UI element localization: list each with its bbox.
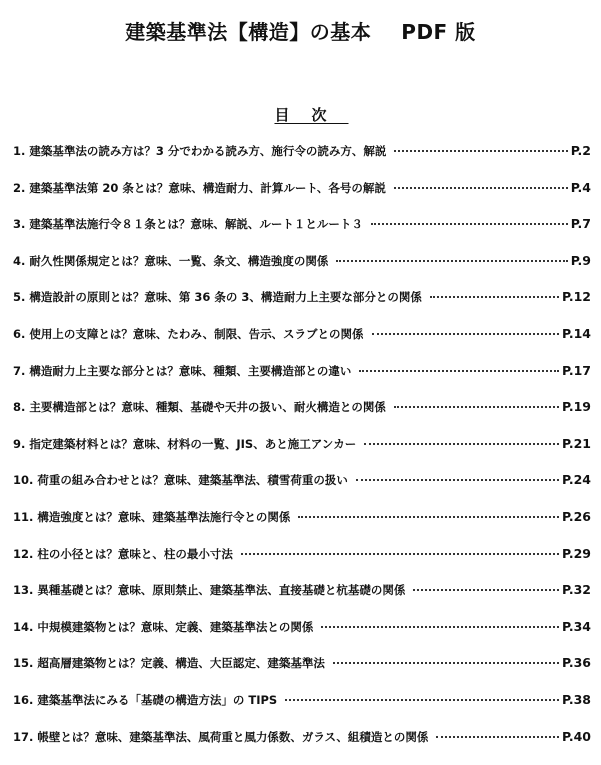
toc-entry[interactable] — [13, 180, 591, 202]
toc-entry-title: 柱の小径とは？意味と、柱の最小寸法 — [37, 546, 233, 561]
toc-entry[interactable] — [13, 216, 591, 238]
toc-entry-page: P.21 — [561, 435, 591, 451]
toc-entry-page: P.14 — [561, 325, 591, 341]
toc-entry-title: 建築基準法施行令８１条とは？意味、解説、ルート１とルート３ — [29, 217, 363, 232]
toc-entry-number: 5. — [13, 290, 26, 305]
toc-entry-number: 9. — [13, 436, 26, 451]
toc-entry[interactable] — [13, 619, 591, 641]
toc-entry-page: P.40 — [561, 728, 591, 744]
toc-entry[interactable] — [13, 289, 591, 311]
toc-entry[interactable] — [13, 143, 591, 165]
toc-entry-title: 荷重の組み合わせとは？意味、建築基準法、積雪荷重の扱い — [37, 473, 348, 488]
toc-dot-leader — [321, 626, 559, 628]
toc-entry[interactable] — [13, 509, 591, 531]
document-title-text: 建築基準法【構造】の基本 — [125, 20, 372, 44]
toc-entry-page: P.36 — [561, 655, 591, 671]
toc-dot-leader — [436, 736, 559, 738]
toc-entry-title: 建築基準法にみる「基礎の構造方法」の TIPS — [37, 692, 278, 707]
toc-entry-title: 使用上の支障とは？意味、たわみ、制限、告示、スラブとの関係 — [29, 326, 364, 341]
toc-dot-leader — [336, 260, 567, 262]
toc-entry[interactable] — [13, 363, 591, 385]
toc-entry-number: 4. — [13, 253, 26, 268]
toc-entry-number: 16. — [13, 692, 34, 707]
toc-dot-leader — [285, 699, 559, 701]
toc-dot-leader — [371, 223, 568, 225]
toc-entry-page: P.29 — [561, 545, 591, 561]
toc-entry-page: P.4 — [570, 179, 591, 195]
toc-dot-leader — [394, 150, 567, 152]
toc-entry-page: P.19 — [561, 399, 591, 415]
toc-entry-number: 13. — [13, 583, 34, 598]
toc-dot-leader — [356, 479, 559, 481]
toc-dot-leader — [241, 553, 559, 555]
toc-entry-title: 異種基礎とは？意味、原則禁止、建築基準法、直接基礎と杭基礎の関係 — [37, 583, 406, 598]
toc-entry-number: 2. — [13, 180, 26, 195]
toc-entry-number: 10. — [13, 473, 34, 488]
toc-entry-title: 指定建築材料とは？意味、材料の一覧、JIS、あと施工アンカー — [29, 436, 357, 451]
toc-entry-number: 8. — [13, 400, 26, 415]
toc-entry-number: 3. — [13, 217, 26, 232]
toc-entry-number: 15. — [13, 656, 34, 671]
toc-entry-number: 17. — [13, 729, 34, 744]
toc-entry[interactable] — [13, 582, 591, 604]
toc-entry-title: 耐久性関係規定とは？意味、一覧、条文、構造強度の関係 — [29, 253, 329, 268]
toc-entry-number: 14. — [13, 619, 34, 634]
toc-entry-title: 超高層建築物とは？定義、構造、大臣認定、建築基準法 — [37, 656, 325, 671]
toc-entry[interactable] — [13, 436, 591, 458]
toc-entry-number: 6. — [13, 326, 26, 341]
toc-entry[interactable] — [13, 399, 591, 421]
toc-entry[interactable] — [13, 326, 591, 348]
toc-dot-leader — [298, 516, 559, 518]
toc-entry-title: 主要構造部とは？意味、種類、基礎や天井の扱い、耐火構造との関係 — [29, 400, 386, 415]
toc-entry[interactable] — [13, 546, 591, 568]
toc-dot-leader — [430, 296, 559, 298]
toc-dot-leader — [413, 589, 559, 591]
toc-entry[interactable] — [13, 253, 591, 275]
toc-heading-text: 目次 — [274, 106, 349, 124]
toc-entry-page: P.32 — [561, 582, 591, 598]
toc-dot-leader — [364, 443, 559, 445]
toc-entry[interactable] — [13, 692, 591, 714]
toc-entry-page: P.2 — [570, 143, 591, 158]
toc-entry-number: 12. — [13, 546, 34, 561]
toc-entry-title: 建築基準法の読み方は？3 分でわかる読み方、施行令の読み方、解説 — [29, 144, 387, 158]
toc-entry-page: P.26 — [561, 508, 591, 524]
toc-entry-number: 11. — [13, 509, 34, 524]
toc-heading — [0, 104, 601, 125]
toc-entry[interactable] — [13, 655, 591, 677]
toc-entry-number: 7. — [13, 363, 26, 378]
toc-entry-page: P.34 — [561, 618, 591, 634]
toc-dot-leader — [359, 370, 559, 372]
toc-entry-page: P.9 — [570, 252, 591, 268]
toc-dot-leader — [394, 406, 559, 408]
toc-entry-page: P.12 — [561, 289, 591, 305]
toc-dot-leader — [333, 662, 559, 664]
toc-dot-leader — [372, 333, 559, 335]
toc-entry-number: 1. — [13, 144, 26, 158]
toc-entry[interactable] — [13, 729, 591, 751]
toc-entry-title: 構造耐力上主要な部分とは？意味、種類、主要構造部との違い — [29, 363, 352, 378]
toc-entry-page: P.38 — [561, 691, 591, 707]
toc-entry-title: 建築基準法第 20 条とは？意味、構造耐力、計算ルート、各号の解説 — [29, 180, 386, 195]
document-title-suffix: PDF 版 — [401, 20, 476, 44]
toc-entry-page: P.17 — [561, 362, 591, 378]
toc-entry-page: P.7 — [570, 216, 591, 232]
toc-entry-title: 構造強度とは？意味、建築基準法施行令との関係 — [37, 509, 291, 524]
toc-entry-title: 帳壁とは？意味、建築基準法、風荷重と風力係数、ガラス、組積造との関係 — [37, 729, 429, 744]
document-title — [0, 16, 601, 45]
toc-dot-leader — [394, 187, 568, 189]
toc-entry[interactable] — [13, 472, 591, 494]
toc-entry-title: 構造設計の原則とは？意味、第 36 条の 3、構造耐力上主要な部分との関係 — [29, 290, 422, 305]
toc-list — [13, 143, 591, 765]
toc-entry-page: P.24 — [561, 472, 591, 488]
toc-entry-title: 中規模建築物とは？意味、定義、建築基準法との関係 — [37, 619, 314, 634]
